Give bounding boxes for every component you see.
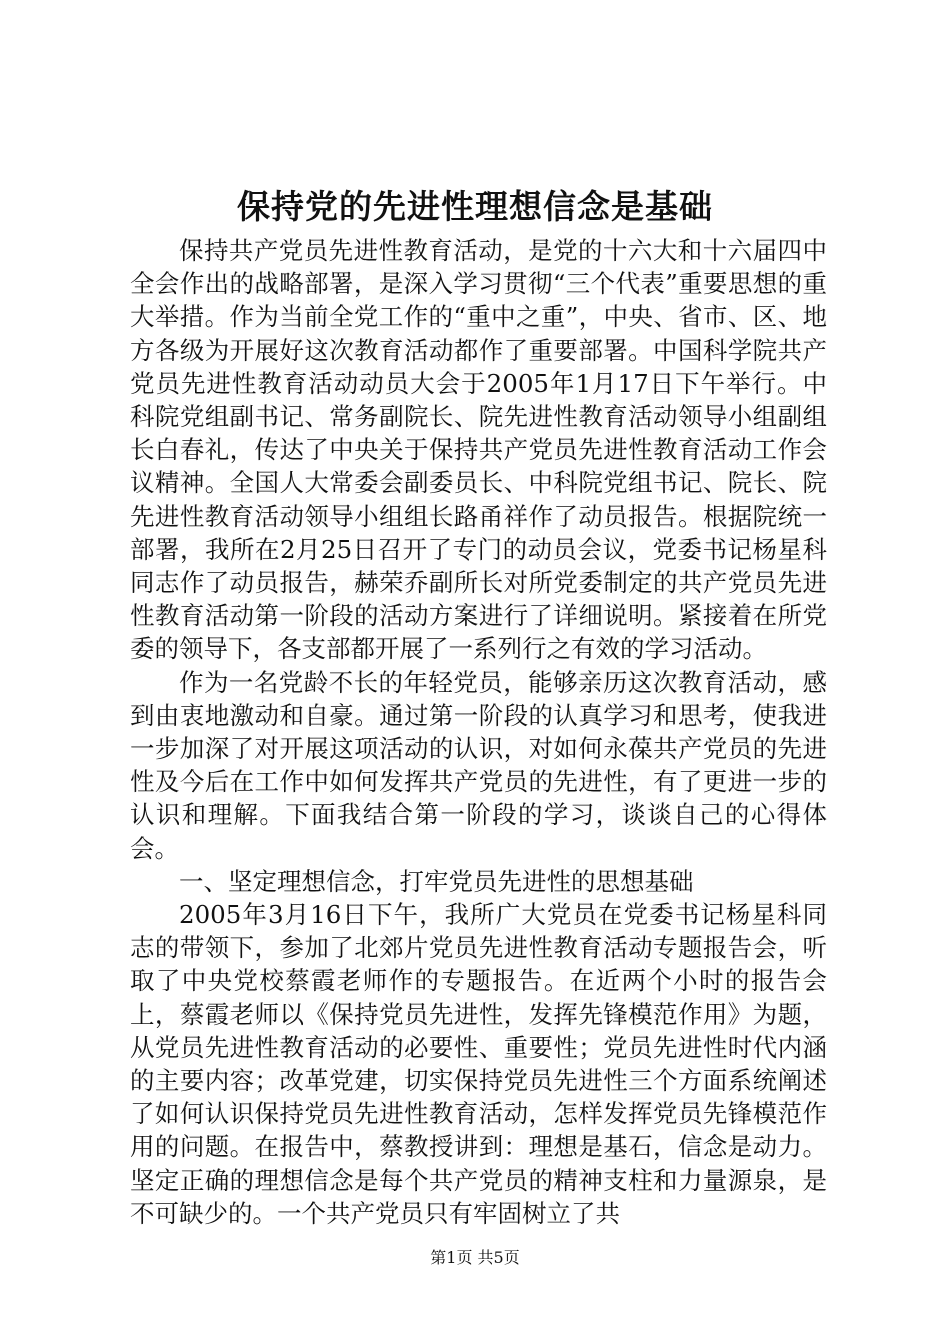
section-heading: 一、坚定理想信念，打牢党员先进性的思想基础 <box>179 866 694 896</box>
paragraph-reflection: 作为一名党龄不长的年轻党员，能够亲历这次教育活动，感到由衷地激动和自豪。通过第一阶段的认真学习和思考，使我进一步加深了对开展这项活动的认识，对如何永葆共产党员的先进性及今后在工作中如何发挥共产党员的先进性，有了更进一步的认识和理解。下面我结合第一阶段的学习，谈谈自己的心得体会。 <box>130 667 827 863</box>
page-footer: 第1页 共5页 <box>430 1248 520 1267</box>
document-body <box>130 234 827 1228</box>
document-title: 保持党的先进性理想信念是基础 <box>237 187 713 226</box>
paragraph-intro: 保持共产党员先进性教育活动，是党的十六大和十六届四中全会作出的战略部署，是深入学习贯彻“三个代表”重要思想的重大举措。作为当前全党工作的“重中之重”，中央、省市、区、地方各级为开展好这次教育活动都作了重要部署。中国科学院共产党员先进性教育活动动员大会于2005年1月17日下午举行。中科院党组副书记、常务副院长、院先进性教育活动领导小组副组长白春礼，传达了中央关于保持共产党员先进性教育活动工作会议精神。全国人大常委会副委员长、中科院党组书记、院长、院先进性教育活动领导小组组长路甬祥作了动员报告。根据院统一部署，我所在2月25日召开了专门的动员会议，党委书记杨星科同志作了动员报告，赫荣乔副所长对所党委制定的共产党员先进性教育活动第一阶段的活动方案进行了详细说明。紧接着在所党委的领导下，各支部都开展了一系列行之有效的学习活动。 <box>130 236 827 664</box>
paragraph-report: 2005年3月16日下午，我所广大党员在党委书记杨星科同志的带领下，参加了北郊片党员先进性教育活动专题报告会，听取了中央党校蔡霞老师作的专题报告。在近两个小时的报告会上，蔡霞老师以《保持党员先进性，发挥先锋模范作用》为题，从党员先进性教育活动的必要性、重要性；党员先进性时代内涵的主要内容；改革党建，切实保持党员先进性三个方面系统阐述了如何认识保持党员先进性教育活动，怎样发挥党员先锋模范作用的问题。在报告中，蔡教授讲到：理想是基石，信念是动力。坚定正确的理想信念是每个共产党员的精神支柱和力量源泉，是不可缺少的。一个共产党员只有牢固树立了共 <box>130 900 827 1228</box>
